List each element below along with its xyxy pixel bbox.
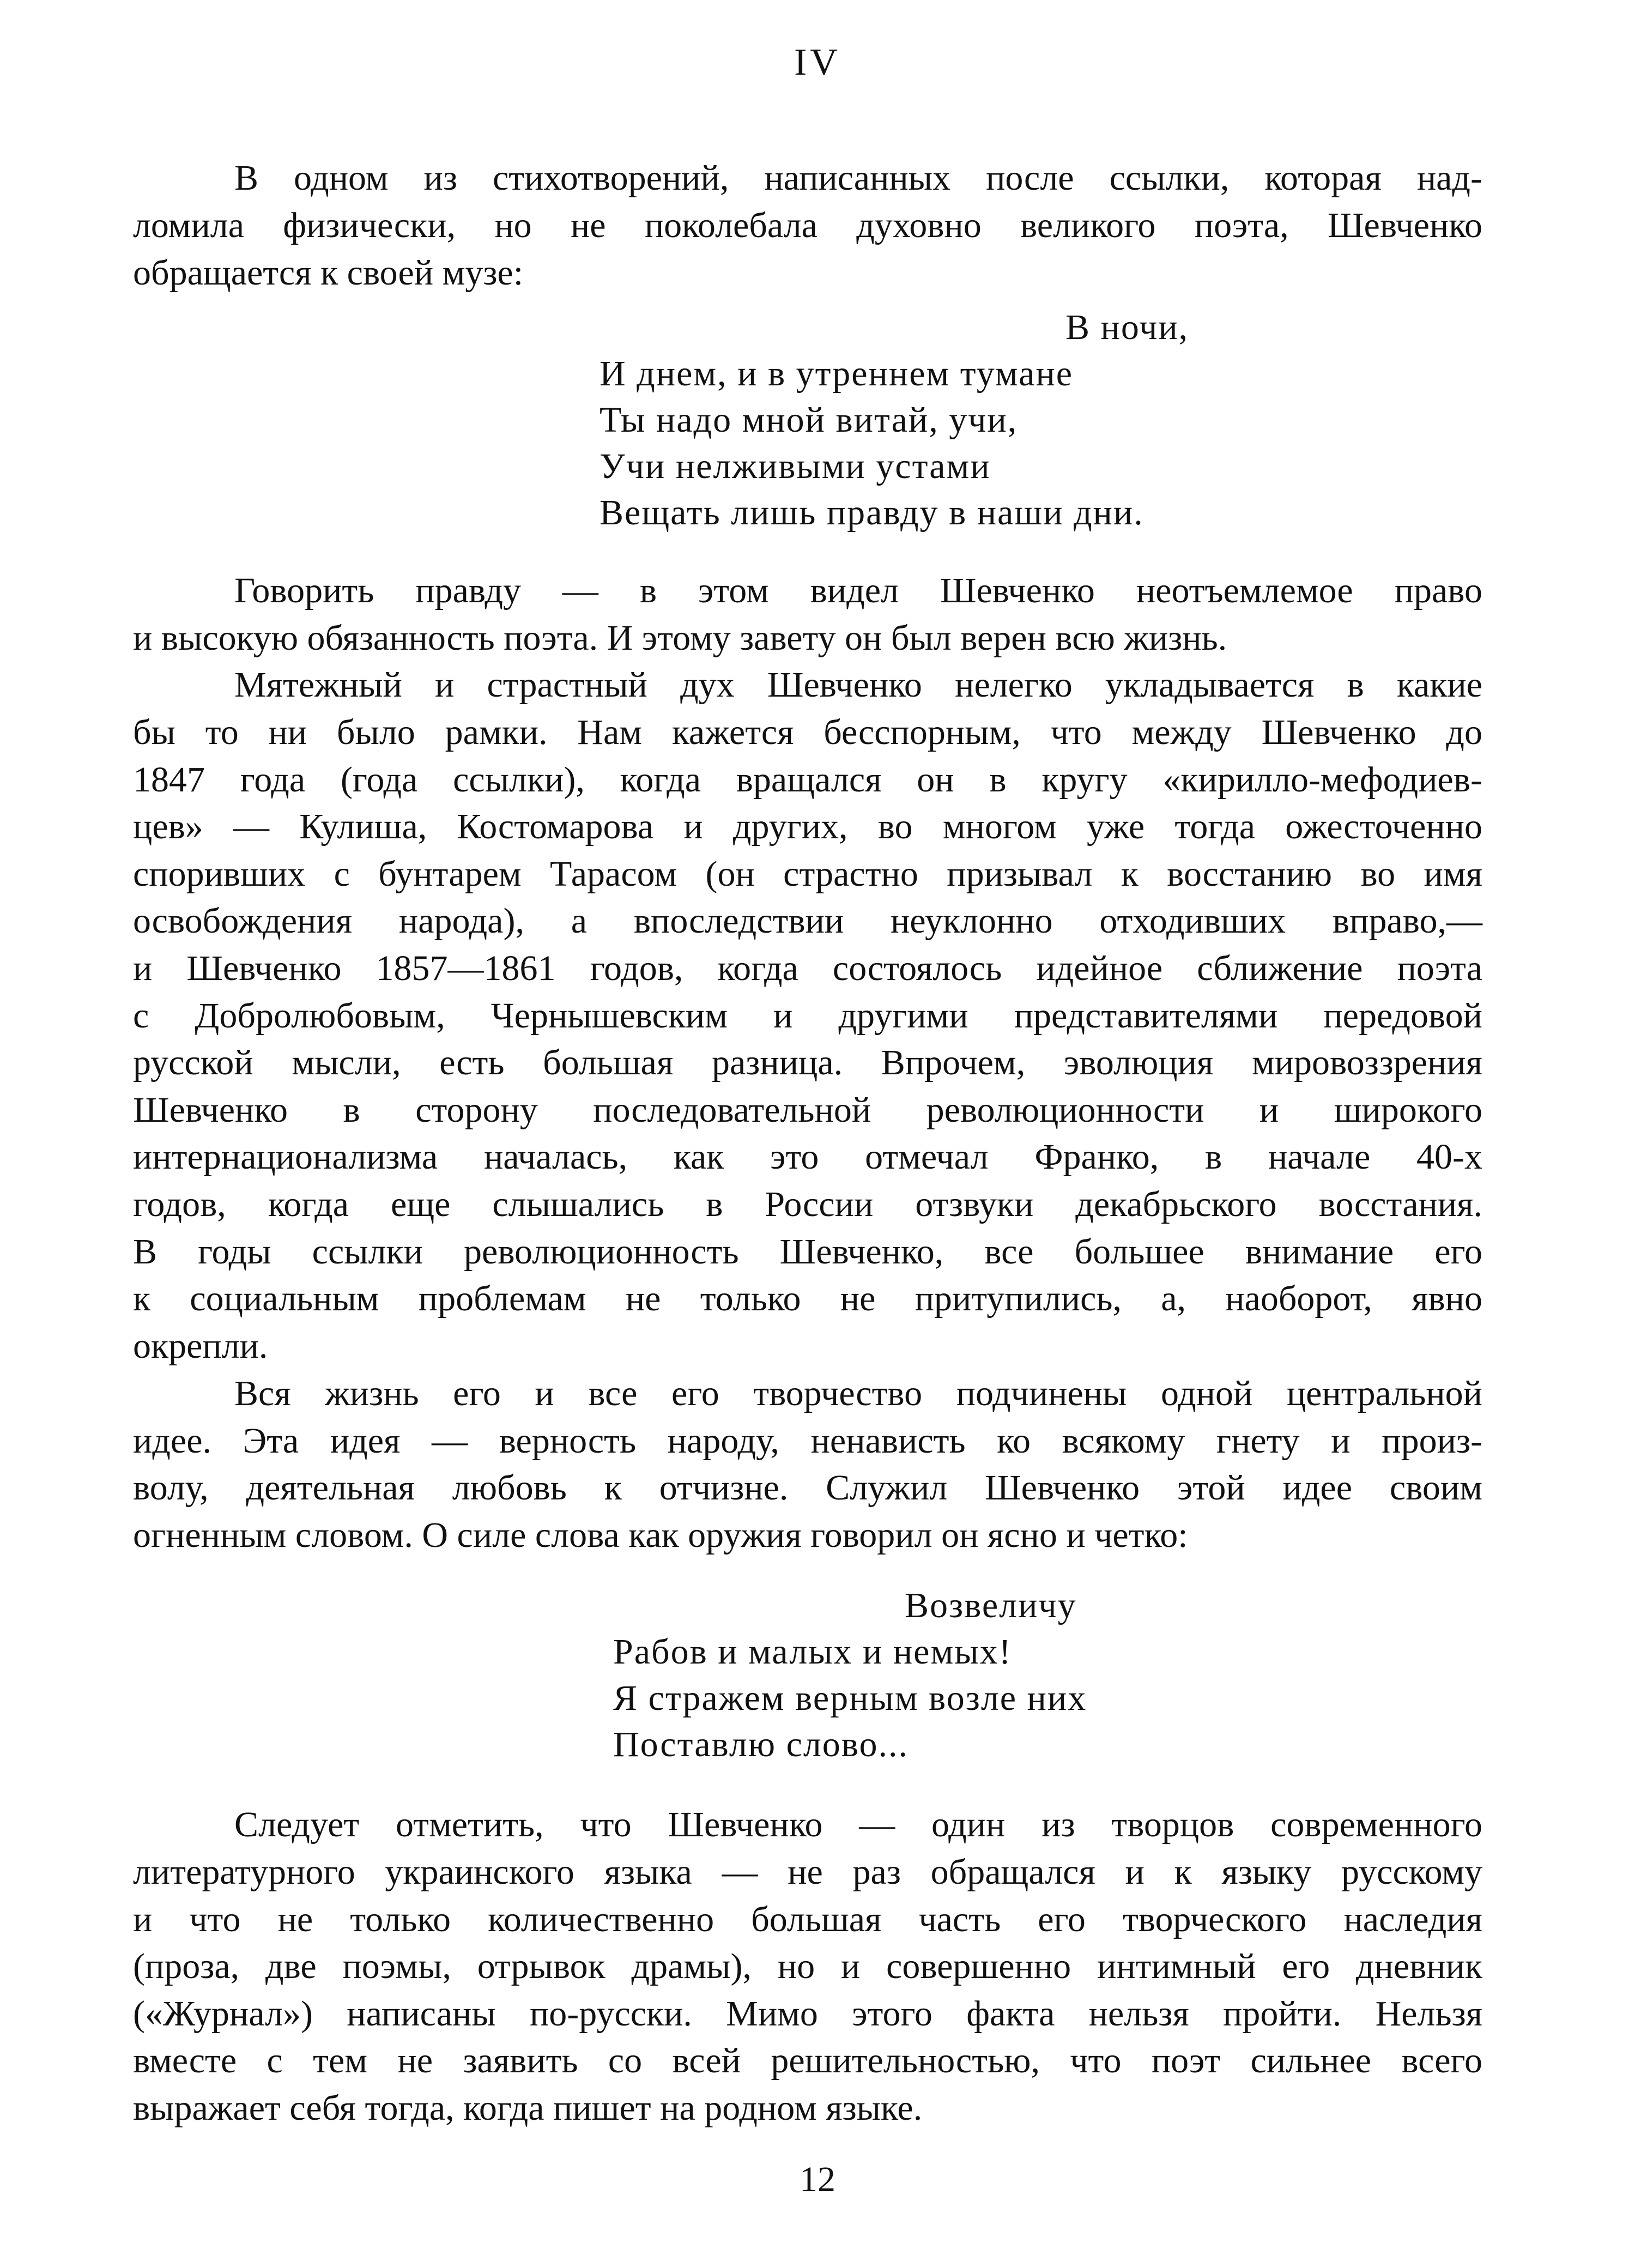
para5-line: Следует отметить, что Шевченко — один из творцов современного	[234, 1805, 1482, 1844]
para5-line: литературного украинского языка — не раз обращался и к языку русскому	[133, 1852, 1482, 1892]
para5-line: выражает себя тогда, когда пишет на родном языке.	[133, 2088, 923, 2128]
verse2-line: Рабов и малых и немых!	[613, 1632, 1012, 1672]
para3-line: и Шевченко 1857—1861 годов, когда состоялось идейное сближение поэта	[133, 948, 1482, 988]
para3-line: с Добролюбовым, Чернышевским и другими представителями передовой	[133, 996, 1482, 1036]
para3-line: интернационализма началась, как это отмечал Франко, в начале 40-х	[133, 1137, 1482, 1177]
para3-line: бы то ни было рамки. Нам кажется бесспорным, что между Шевченко до	[133, 712, 1482, 752]
verse2-line: Я стражем верным возле них	[613, 1678, 1087, 1718]
para3-line: окрепли.	[133, 1326, 268, 1366]
verse1-line: Ты надо мной витай, учи,	[600, 400, 1018, 440]
chapter-heading: IV	[794, 41, 841, 83]
para3-line: к социальным проблемам не только не притупились, а, наоборот, явно	[133, 1279, 1482, 1319]
verse2-line: Возвеличу	[905, 1586, 1077, 1625]
para3-line: споривших с бунтарем Тарасом (он страстно призывал к восстанию во имя	[133, 854, 1482, 894]
verse1-line: В ночи,	[1065, 307, 1189, 347]
para3-line: годов, когда еще слышались в России отзвуки декабрьского восстания.	[133, 1184, 1482, 1224]
para3-line: Шевченко в сторону последовательной революционности и широкого	[133, 1090, 1482, 1130]
verse1-line: Учи нелживыми устами	[600, 446, 991, 486]
para3-line: русской мысли, есть большая разница. Впрочем, эволюция мировоззрения	[133, 1043, 1482, 1082]
para3-line: цев» — Кулиша, Костомарова и других, во многом уже тогда ожесточенно	[133, 807, 1482, 846]
para4-line: огненным словом. О силе слова как оружия говорил он ясно и четко:	[133, 1515, 1188, 1555]
para2-line: Говорить правду — в этом видел Шевченко неотъемлемое право	[234, 571, 1482, 610]
para4-line: Вся жизнь его и все его творчество подчинены одной центральной	[234, 1374, 1482, 1413]
para5-line: вместе с тем не заявить со всей решительностью, что поэт сильнее всего	[133, 2041, 1482, 2080]
para1-line: ломила физически, но не поколебала духовно великого поэта, Шевченко	[133, 205, 1482, 245]
para3-line: В годы ссылки революционность Шевченко, все большее внимание его	[133, 1232, 1482, 1272]
verse1-line: Вещать лишь правду в наши дни.	[600, 493, 1144, 533]
verse1-line: И днем, и в утреннем тумане	[600, 354, 1074, 394]
para1-line: В одном из стихотворений, написанных после ссылки, которая над-	[234, 158, 1482, 198]
verse2-line: Поставлю слово...	[613, 1725, 909, 1764]
para5-line: (проза, две поэмы, отрывок драмы), но и совершенно интимный его дневник	[133, 1946, 1482, 1986]
para4-line: волу, деятельная любовь к отчизне. Служил Шевченко этой идее своим	[133, 1468, 1482, 1508]
para3-line: Мятежный и страстный дух Шевченко нелегко укладывается в какие	[234, 665, 1482, 705]
para3-line: освобождения народа), а впоследствии неуклонно отходивших вправо,—	[133, 901, 1482, 941]
para4-line: идее. Эта идея — верность народу, ненависть ко всякому гнету и произ-	[133, 1421, 1482, 1461]
para5-line: («Журнал») написаны по-русски. Мимо этого факта нельзя пройти. Нельзя	[133, 1994, 1482, 2034]
para3-line: 1847 года (года ссылки), когда вращался он в кругу «кирилло-мефодиев-	[133, 760, 1482, 800]
para2-line: и высокую обязанность поэта. И этому завету он был верен всю жизнь.	[133, 618, 1227, 658]
para1-line: обращается к своей музе:	[133, 253, 524, 293]
page-number: 12	[800, 2160, 835, 2199]
para5-line: и что не только количественно большая часть его творческого наследия	[133, 1900, 1482, 1939]
